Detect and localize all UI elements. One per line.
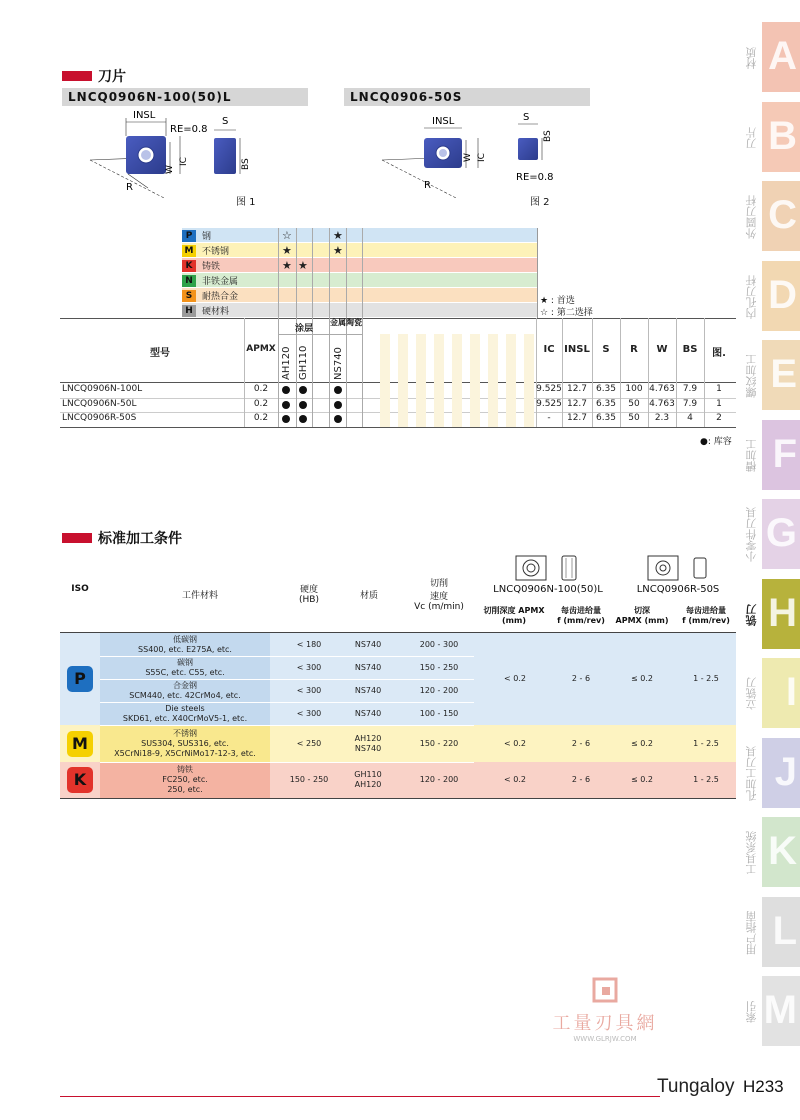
tab-label: 刀片 — [745, 126, 758, 149]
material-row — [182, 303, 229, 318]
insert-drawing-fig1 — [88, 108, 298, 198]
recommendation-star: ★ — [298, 259, 308, 272]
row-ic: 9.525 — [536, 384, 562, 394]
tab-letter: K — [768, 829, 797, 873]
col-line — [244, 318, 245, 427]
col-apmx: APMX — [246, 344, 276, 354]
grade-ns740: NS740 — [333, 347, 344, 380]
tab-letter: L — [772, 908, 797, 953]
stock-dot — [282, 401, 290, 409]
ct-hardness: 硬度 (HB) — [299, 585, 319, 605]
row-divider — [100, 762, 474, 763]
material-row — [182, 258, 220, 273]
tab-letter: E — [770, 352, 797, 396]
tab-d[interactable] — [745, 261, 800, 331]
cond-speed: 200 - 300 — [419, 639, 459, 649]
tab-label: 工具系统 — [745, 831, 758, 875]
cond-feed-a: 2 - 6 — [571, 738, 591, 748]
grade-gh110: GH110 — [298, 345, 309, 380]
row-insl: 12.7 — [566, 384, 588, 394]
row-fig: 1 — [716, 398, 722, 409]
grade-stripe — [416, 334, 426, 427]
row-s: 6.35 — [595, 398, 617, 409]
tab-letter: A — [768, 34, 797, 78]
recommendation-star: ★ — [282, 244, 292, 257]
col-cermet: 金属陶瓷 — [330, 318, 362, 327]
material-name: 铸铁 — [202, 262, 221, 272]
tab-letter: B — [768, 113, 797, 158]
row-w: 4.763 — [649, 384, 675, 394]
cond-speed: 150 - 250 — [419, 662, 459, 672]
ct-doc-b: 切深 APMX (mm) — [615, 606, 669, 625]
row-insl: 12.7 — [566, 413, 588, 423]
row-ic: 9.525 — [536, 398, 562, 409]
grade-col-line — [278, 228, 279, 427]
figure-label-2: 图 2 — [530, 197, 550, 208]
material-name: 钢 — [202, 232, 212, 242]
row-w: 2.3 — [654, 413, 670, 423]
cond-doc-a: < 0.2 — [504, 775, 526, 784]
row-fig: 2 — [716, 413, 722, 423]
cond-feed-b: 1 - 2.5 — [693, 674, 719, 683]
cond-hardness: < 300 — [296, 662, 322, 672]
material-name: 耐热合金 — [202, 292, 239, 302]
col-dim: IC — [543, 344, 555, 355]
page-number: H233 — [743, 1077, 784, 1096]
tab-label: 立铣刀 — [745, 677, 758, 711]
tab-c[interactable] — [745, 181, 800, 251]
model-title-right: LNCQ0906-50S — [344, 88, 590, 106]
grade-stripe — [470, 334, 480, 427]
watermark-text: 工量刃具網 — [552, 1013, 658, 1034]
cond-grade: NS740 — [354, 685, 382, 695]
cond-material: 不锈钢 SUS304, SUS316, etc. X5CrNi18-9, X5CrNiMo17-12-3, etc. — [114, 728, 256, 758]
heading-marker — [62, 533, 92, 543]
material-name: 硬材料 — [202, 307, 230, 317]
cond-speed: 120 - 200 — [419, 685, 459, 695]
grade-col-line — [346, 228, 347, 427]
row-bs: 7.9 — [682, 398, 698, 409]
row-divider — [100, 725, 474, 726]
tab-f[interactable] — [745, 420, 800, 490]
figure-label-1: 图 1 — [236, 197, 256, 208]
col-line — [562, 318, 563, 427]
cond-doc-b: ≤ 0.2 — [631, 674, 653, 683]
ct-speed: 切削 速度 Vc (m/min) — [414, 579, 464, 612]
material-badge: N — [182, 275, 196, 287]
grade-stripe — [452, 334, 462, 427]
iso-badge: P — [67, 666, 93, 692]
material-badge: H — [182, 305, 196, 317]
material-row — [182, 288, 238, 303]
tab-g[interactable] — [745, 499, 800, 569]
tab-letter: J — [774, 749, 797, 794]
col-line — [620, 318, 621, 427]
dim-r: R — [126, 182, 133, 193]
cond-doc-a: < 0.2 — [504, 674, 526, 683]
tab-label: 螺纹加工 — [745, 354, 758, 398]
tab-label: 外圆刀杆 — [745, 195, 758, 239]
cond-material: 合金钢 SCM440, etc. 42CrMo4, etc. — [129, 680, 241, 700]
row-r: 50 — [628, 398, 640, 409]
col-model: 型号 — [150, 348, 170, 359]
stock-dot — [282, 386, 290, 394]
cond-hardness: < 300 — [296, 685, 322, 695]
material-badge: K — [182, 260, 196, 272]
iso-badge: M — [67, 731, 93, 757]
row-r: 100 — [625, 384, 643, 394]
material-badge: M — [182, 245, 196, 257]
tab-letter: C — [768, 193, 797, 237]
col-line — [536, 318, 537, 427]
col-dim: BS — [682, 344, 698, 355]
material-row — [182, 273, 238, 288]
cond-feed-b: 1 - 2.5 — [693, 775, 719, 784]
row-apmx: 0.2 — [253, 384, 269, 394]
section-conditions-heading — [62, 528, 182, 548]
grade-stripe — [506, 334, 516, 427]
tab-letter: M — [763, 988, 797, 1032]
tab-label: 索引 — [745, 1001, 758, 1023]
row-r: 50 — [628, 413, 640, 423]
cond-doc-b: ≤ 0.2 — [631, 775, 653, 784]
col-dim: INSL — [564, 344, 590, 355]
model-title-left: LNCQ0906N-100(50)L — [62, 88, 308, 106]
iso-badge: K — [67, 767, 93, 793]
cond-grade: NS740 — [354, 708, 382, 718]
row-apmx: 0.2 — [253, 398, 269, 409]
dim-s: S — [523, 112, 530, 123]
cond-material: 低碳钢 SS400, etc. E275A, etc. — [138, 634, 232, 654]
cond-hardness: < 250 — [296, 738, 322, 748]
insert-drawing-fig2 — [380, 108, 590, 198]
tab-letter: F — [772, 431, 797, 476]
cond-grade: GH110 AH120 — [354, 770, 382, 789]
tab-m[interactable] — [745, 976, 800, 1046]
tab-label: 铣刀 — [745, 603, 758, 626]
insert-icon-a — [514, 554, 580, 582]
dim-w: W — [463, 153, 473, 162]
heading-text: 刀片 — [98, 69, 126, 85]
grade-stripe — [434, 334, 444, 427]
cond-grade: AH120 NS740 — [354, 733, 382, 753]
row-apmx: 0.2 — [253, 413, 269, 423]
dim-r: R — [424, 180, 431, 191]
stock-dot — [282, 415, 290, 423]
tab-k[interactable] — [745, 817, 800, 887]
ct-material: 工件材料 — [181, 591, 218, 601]
dim-re: RE=0.8 — [516, 172, 554, 183]
material-row — [182, 228, 211, 243]
recommendation-star: ★ — [333, 229, 343, 242]
col-line — [704, 318, 705, 427]
recommendation-star: ☆ — [282, 229, 292, 242]
ct-feed-a: 每齿进给量 f (mm/rev) — [557, 606, 605, 625]
dim-bs: BS — [241, 158, 251, 170]
ct-feed-b: 每齿进给量 f (mm/rev) — [682, 606, 730, 625]
material-badge: S — [182, 290, 196, 302]
cond-speed: 120 - 200 — [419, 775, 459, 784]
stock-dot — [299, 401, 307, 409]
tab-b[interactable] — [745, 102, 800, 172]
cond-feed-a: 2 - 6 — [571, 775, 591, 784]
col-dim: W — [656, 344, 668, 355]
row-bs: 7.9 — [682, 384, 698, 394]
legend-second: ☆ : 第二选择 — [540, 308, 593, 318]
ct-iso: ISO — [71, 584, 89, 594]
row-model: LNCQ0906R-50S — [62, 413, 137, 423]
row-fig: 1 — [716, 384, 722, 394]
row-model: LNCQ0906N-100L — [62, 384, 143, 394]
dim-bs: BS — [543, 130, 553, 142]
cond-material: 碳钢 S55C, etc. C55, etc. — [145, 657, 225, 677]
tab-label: 材质 — [745, 47, 758, 69]
recommendation-star: ★ — [282, 259, 292, 272]
material-row — [182, 243, 229, 258]
dim-ic: IC — [477, 153, 487, 162]
cond-hardness: < 180 — [296, 639, 322, 649]
insert-icon-b — [646, 554, 712, 582]
footer-rule — [60, 1096, 660, 1097]
row-w: 4.763 — [649, 398, 675, 409]
cond-material: 铸铁 FC250, etc. 250, etc. — [162, 765, 208, 794]
cond-speed: 150 - 220 — [419, 738, 459, 748]
col-dim: S — [602, 344, 610, 355]
tab-e[interactable] — [745, 340, 800, 410]
col-coating: 涂层 — [294, 324, 313, 334]
ct-doc-a: 切削深度 APMX (mm) — [483, 606, 545, 625]
row-model: LNCQ0906N-50L — [62, 398, 137, 409]
grade-col-line — [362, 228, 363, 427]
cond-grade: NS740 — [354, 662, 382, 672]
ct-grade: 材质 — [359, 591, 378, 601]
stock-dot — [299, 386, 307, 394]
tab-l[interactable] — [745, 897, 800, 967]
ct-model-a: LNCQ0906N-100(50)L — [493, 584, 603, 595]
tab-h[interactable] — [745, 579, 800, 649]
grade-stripe — [524, 334, 534, 427]
section-insert-heading — [62, 66, 126, 86]
brand-name: Tungaloy — [657, 1076, 735, 1097]
grade-col-line — [329, 228, 330, 427]
cond-hardness: < 300 — [296, 708, 322, 718]
tab-letter: H — [768, 590, 797, 635]
stock-dot — [299, 415, 307, 423]
coating-divider — [278, 334, 362, 335]
tab-j[interactable] — [745, 738, 800, 808]
tab-label: 用户指南 — [745, 910, 758, 955]
row-s: 6.35 — [595, 384, 617, 394]
row-s: 6.35 — [595, 413, 617, 423]
legend-stock: ●: 库容 — [700, 437, 732, 447]
dim-insl: INSL — [432, 116, 455, 127]
recommendation-star: ★ — [333, 244, 343, 257]
col-dim: R — [630, 344, 638, 355]
material-name: 不锈钢 — [202, 247, 230, 257]
col-line — [592, 318, 593, 427]
cond-doc-a: < 0.2 — [504, 738, 526, 748]
stock-dot — [334, 386, 342, 394]
row-bs: 4 — [687, 413, 693, 423]
cond-speed: 100 - 150 — [419, 708, 459, 718]
tab-label: 槽加工 — [745, 439, 758, 472]
row-ic: - — [547, 413, 551, 423]
grade-stripe — [488, 334, 498, 427]
grade-stripe — [398, 334, 408, 427]
cond-grade: NS740 — [354, 639, 382, 649]
legend-first: ★ : 首选 — [540, 296, 575, 306]
watermark-url: WWW.GLRJW.COM — [573, 1035, 637, 1043]
material-badge: P — [182, 230, 196, 242]
tab-label: 孔加工刀具 — [745, 746, 758, 801]
watermark — [540, 975, 670, 1043]
dim-insl: INSL — [133, 110, 156, 121]
row-insl: 12.7 — [566, 398, 588, 409]
dim-s: S — [222, 116, 229, 127]
grade-stripe — [380, 334, 390, 427]
watermark-logo-icon — [590, 975, 620, 1005]
ct-model-b: LNCQ0906R-50S — [636, 584, 720, 595]
dim-w: W — [165, 165, 175, 174]
col-dim: 图. — [712, 348, 726, 359]
heading-marker — [62, 71, 92, 81]
tab-a[interactable] — [745, 22, 800, 92]
cond-hardness: 150 - 250 — [289, 775, 329, 784]
dim-ic: IC — [179, 157, 189, 166]
col-line — [648, 318, 649, 427]
material-name: 非铁金属 — [202, 277, 239, 287]
heading-text: 标准加工条件 — [98, 531, 182, 547]
grade-ah120: AH120 — [281, 346, 292, 380]
cond-feed-a: 2 - 6 — [571, 674, 591, 683]
dim-re: RE=0.8 — [170, 124, 208, 135]
cond-doc-b: ≤ 0.2 — [631, 738, 653, 748]
tab-letter: I — [785, 670, 797, 714]
tab-letter: D — [768, 272, 797, 317]
cond-feed-b: 1 - 2.5 — [693, 738, 719, 748]
tab-letter: G — [765, 511, 797, 555]
stock-dot — [334, 415, 342, 423]
tab-label: 小零件刀具 — [745, 507, 758, 563]
cond-material: Die steels SKD61, etc. X40CrMoV5-1, etc. — [122, 703, 248, 723]
tab-label: 内孔刀杆 — [745, 274, 758, 319]
col-line — [676, 318, 677, 427]
stock-dot — [334, 401, 342, 409]
tab-i[interactable] — [745, 658, 800, 728]
